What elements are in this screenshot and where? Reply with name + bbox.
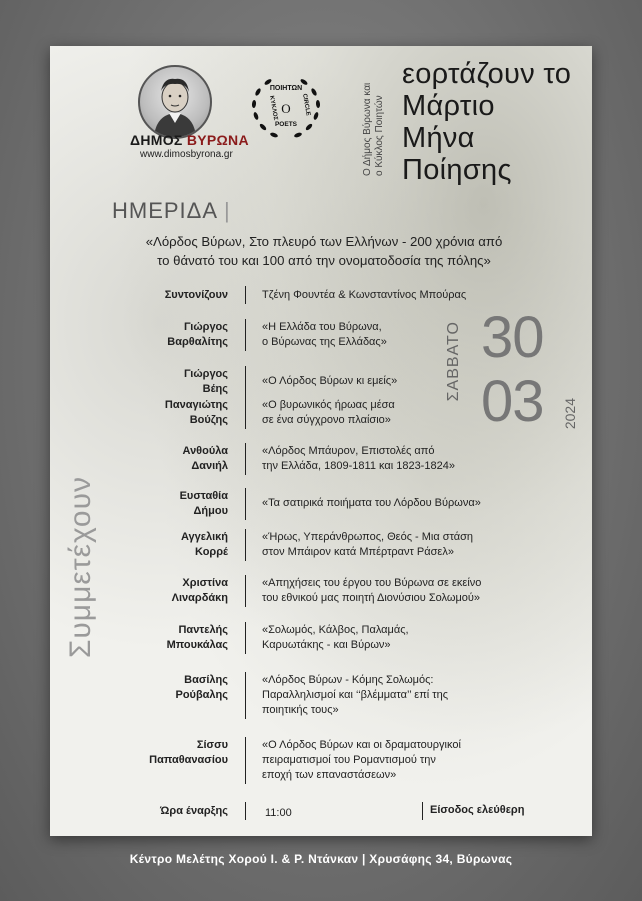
speaker-talk-title [262, 398, 552, 428]
speaker-name [68, 320, 228, 350]
speaker-talk-line: «Σολωμός, Κάλβος, Παλαμάς, [262, 624, 409, 636]
speaker-talk-line: ο Βύρωνας της Ελλάδας» [262, 336, 387, 348]
speaker-first-name: Παντελής [178, 624, 228, 636]
speaker-talk-title [262, 496, 552, 511]
headline-line-2: Μάρτιο [402, 90, 495, 122]
speaker-first-name: Βασίλης [184, 674, 228, 686]
speaker-talk-line: Παραλληλισμοί και ‘‘βλέμματα’’ επί της [262, 689, 449, 701]
speaker-last-name: Μπουκάλας [166, 639, 228, 651]
headline-line-4: Ποίησης [402, 154, 512, 186]
speaker-talk-line: πειραματισμοί του Ρομαντισμού την [262, 754, 436, 766]
row-divider [245, 397, 246, 429]
date-day-name: ΣΑΒΒΑΤΟ [445, 321, 462, 402]
row-divider [245, 802, 246, 820]
speaker-name [68, 576, 228, 606]
admission-text: Είσοδος ελεύθερη [430, 804, 525, 816]
speaker-talk-line: ποιητικής τους» [262, 704, 339, 716]
speaker-talk-line: «Ο Λόρδος Βύρων και οι δραματουργικοί [262, 739, 461, 751]
poets-logo-top-text: ΠΟΙΗΤΩΝ [269, 85, 303, 92]
speaker-name [68, 673, 228, 703]
row-divider [245, 622, 246, 654]
row-divider [245, 488, 246, 520]
speaker-talk-title [262, 374, 552, 389]
speaker-talk-line: «Ήρως, Υπεράνθρωπος, Θεός - Μια στάση [262, 531, 474, 543]
speaker-talk-title [262, 444, 552, 474]
speaker-first-name: Γιώργος [184, 368, 228, 380]
headline-line-3: Μήνα [402, 122, 475, 154]
date-day: 30 [481, 305, 544, 370]
speaker-talk-line: «Απηχήσεις του έργου του Βύρωνα σε εκείνο [262, 577, 482, 589]
speaker-talk-line: «Ο βυρωνικός ήρωας μέσα [262, 399, 395, 411]
event-type [112, 198, 231, 224]
start-time-value: 11:00 [265, 807, 292, 819]
municipality-website[interactable]: www.dimosbyrona.gr [140, 149, 233, 160]
byron-portrait-logo [138, 65, 212, 139]
speaker-last-name: Παπαθανασίου [149, 754, 228, 766]
event-title-line-1: «Λόρδος Βύρων, Στο πλευρό των Ελλήνων - 200 χρόνια από [145, 234, 503, 249]
speaker-talk-line: «Η Ελλάδα του Βύρωνα, [262, 321, 382, 333]
speaker-name [68, 398, 228, 428]
poets-circle-logo [246, 66, 326, 146]
row-divider [245, 319, 246, 351]
poets-logo-right-text: CIRCLE [301, 93, 311, 117]
venue-footer: Κέντρο Μελέτης Χορού Ι. & Ρ. Ντάνκαν | Χρυσάφης 34, Βύρωνας [129, 852, 513, 866]
poets-logo-center-text: Ο [281, 101, 291, 116]
municipality-name [130, 132, 249, 148]
speaker-last-name: Βούζης [189, 414, 228, 426]
date-year: 2024 [562, 398, 578, 430]
speaker-talk-line: Καρυωτάκης - και Βύρων» [262, 639, 391, 651]
speaker-last-name: Βέης [202, 383, 228, 395]
row-divider [245, 672, 246, 719]
organizers-vertical-text [362, 52, 396, 176]
speaker-talk-line: «Ο Λόρδος Βύρων κι εμείς» [262, 375, 398, 387]
coordinators-names: Τζένη Φουντέα & Κωνσταντίνος Μπούρας [262, 289, 467, 301]
row-divider [245, 529, 246, 561]
date-month: 03 [481, 369, 544, 434]
speaker-name [68, 530, 228, 560]
event-poster [50, 46, 592, 836]
organizers-line-1: Ο Δήμος Βύρωνα και [362, 82, 373, 176]
speaker-talk-line: σε ένα σύγχρονο πλαίσιο» [262, 414, 391, 426]
speaker-talk-title [262, 623, 552, 653]
row-divider [245, 575, 246, 607]
row-divider [245, 366, 246, 398]
speaker-name [68, 738, 228, 768]
speaker-talk-title [262, 530, 552, 560]
speaker-talk-line: «Λόρδος Βύρων - Κόμης Σολωμός: [262, 674, 434, 686]
speaker-talk-line: του εθνικού μας ποιητή Διονύσιου Σολωμού» [262, 592, 481, 604]
speaker-talk-title [262, 576, 552, 606]
speaker-first-name: Αγγελική [180, 531, 228, 543]
speaker-name [68, 489, 228, 519]
byron-portrait-icon [140, 67, 210, 137]
speaker-last-name: Δήμου [193, 505, 228, 517]
headline-line-1: εορτάζουν το [402, 58, 572, 90]
speaker-last-name: Ρούβαλης [175, 689, 228, 701]
speaker-talk-title [262, 738, 552, 783]
speaker-last-name: Κορρέ [195, 546, 228, 558]
start-time-label: Ώρα έναρξης [160, 805, 228, 817]
speaker-talk-line: την Ελλάδα, 1809-1811 και 1823-1824» [262, 460, 455, 472]
speaker-talk-line: στον Μπάιρον κατά Μπέρτραντ Ράσελ» [262, 546, 454, 558]
participants-vertical-label: Συμμετέχουν [64, 476, 97, 659]
speaker-first-name: Παναγιώτης [164, 399, 228, 411]
municipality-name-second: ΒΥΡΩΝΑ [186, 132, 249, 148]
row-divider [245, 737, 246, 784]
speaker-name [68, 444, 228, 474]
row-divider [245, 286, 246, 304]
speaker-talk-line: «Τα σατιρικά ποιήματα του Λόρδου Βύρωνα» [262, 497, 481, 509]
speaker-first-name: Ανθούλα [182, 445, 228, 457]
headline [402, 58, 571, 186]
row-divider [245, 443, 246, 475]
municipality-name-first: ΔΗΜΟΣ [130, 132, 183, 148]
speaker-last-name: Βαρθαλίτης [167, 336, 228, 348]
speaker-name [68, 367, 228, 397]
row-divider [422, 802, 423, 820]
speaker-talk-line: «Λόρδος Μπάυρον, Επιστολές από [262, 445, 435, 457]
speaker-first-name: Χριστίνα [182, 577, 228, 589]
organizers-line-2: ο Κύκλος Ποιητών [374, 95, 385, 176]
event-type-divider: | [223, 198, 231, 223]
speaker-first-name: Γιώργος [184, 321, 228, 333]
event-title [104, 232, 544, 270]
speaker-first-name: Ευσταθία [179, 490, 228, 502]
poets-logo-left-text: ΚΥΚΛΟΣ [268, 95, 279, 121]
speaker-name [68, 623, 228, 653]
speaker-talk-line: εποχή των επαναστάσεων» [262, 769, 397, 781]
speaker-last-name: Δανιήλ [191, 460, 228, 472]
speaker-talk-title [262, 673, 552, 718]
speaker-talk-title [262, 320, 552, 350]
event-type-label: ΗΜΕΡΙΔΑ [112, 198, 217, 223]
event-title-line-2: το θάνατό του και 100 από την ονοματοδοσία της πόλης» [157, 253, 491, 268]
coordinators-label: Συντονίζουν [164, 289, 228, 301]
speaker-first-name: Σίσσυ [196, 739, 228, 751]
poets-logo-bottom-text: POETS [274, 121, 298, 128]
speaker-last-name: Λιναρδάκη [171, 592, 228, 604]
